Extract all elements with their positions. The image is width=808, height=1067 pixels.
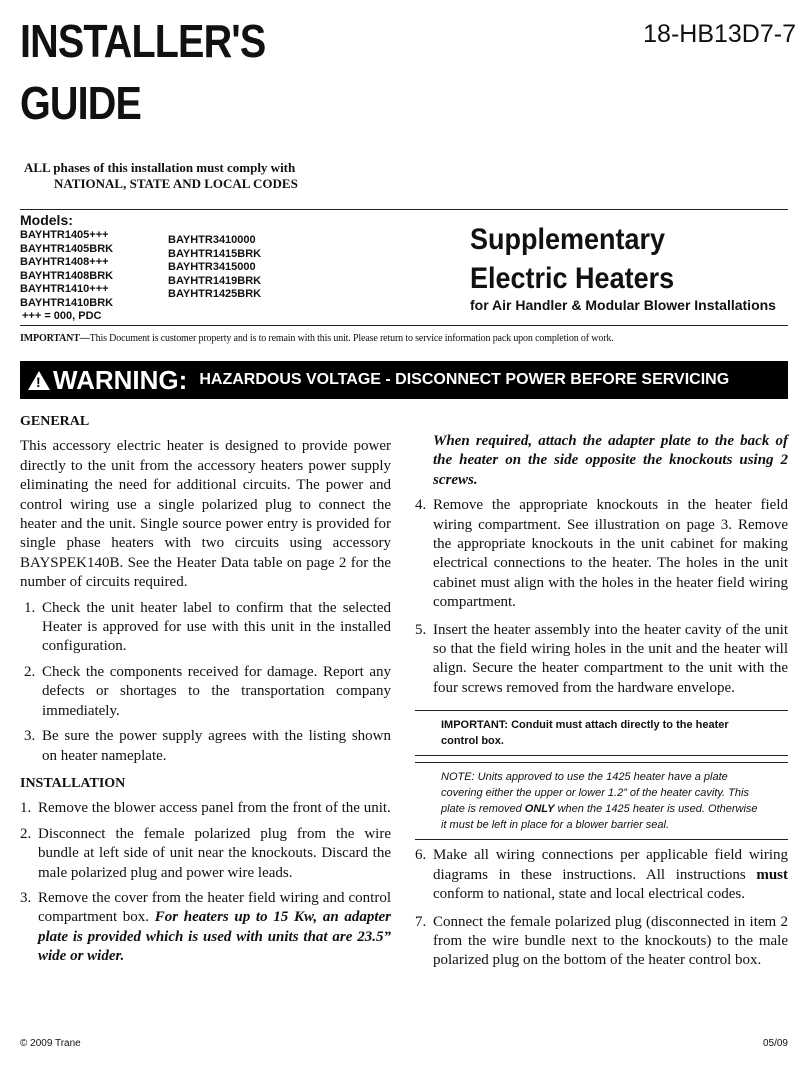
model-item: BAYHTR1410+++ [20,283,109,295]
item-number: 1. [24,599,36,616]
item-text [433,846,788,904]
model-legend: +++ = 000, PDC [22,310,102,322]
copyright: © 2009 Trane [20,1038,81,1049]
revision-date: 05/09 [762,1038,788,1049]
model-item: BAYHTR1408+++ [20,256,109,268]
item-text: Disconnect the female polarized plug from the wire bundle at left side of unit near the knockouts. Discard the male polarized plug and power wire leads. [38,825,391,881]
list-item [24,663,391,721]
list-item [415,913,788,971]
item-text: Remove the blower access panel from the front of the unit. [38,800,391,817]
model-item: BAYHTR1410BRK [20,296,114,309]
guide-title-line2: GUIDE [20,77,141,129]
item-text: Insert the heater assembly into the heater cavity of the unit so that the field wiring holes in the unit and the heater will align. Secure the heater compartment to the unit with the four screws removed from the hardware envelope. [433,621,788,696]
warning-text: HAZARDOUS VOLTAGE - DISCONNECT POWER BEFORE SERVICING [199,371,730,388]
guide-title-line1: INSTALLER'S [20,15,266,67]
item-text: Remove the appropriate knockouts in the heater field wiring compartment. See illustration on page 3. Remove the appropriate knockouts in the unit cabinet for making electrical connections to the heater. The holes in the unit cabinet must align with the holes in the heater field wiring compartment. [433,497,788,611]
note-text-post: when the 1425 heater is used. Otherwise it must be left in place for a blower barrier seal. [441,803,758,832]
product-subtitle: for Air Handler & Modular Blower Installations [470,297,776,313]
note-only: ONLY [524,803,555,816]
model-item: BAYHTR1425BRK [168,288,262,300]
list-item [415,621,788,699]
warning-banner [20,361,788,399]
item-number: 2. [24,663,36,680]
item-number: 2. [20,825,32,842]
list-item [24,599,391,657]
general-heading: GENERAL [20,414,90,429]
item-number: 6. [415,847,427,864]
list-item [415,496,788,612]
model-item: BAYHTR1419BRK [168,274,262,287]
item-number: 7. [415,913,427,930]
item3-text: Remove the cover from the heater field wiring and control compartment box. [38,889,391,926]
item6-post: conform to national, state and local electrical codes. [433,886,745,903]
divider-top [20,209,788,210]
item-text [38,889,391,967]
product-title [470,220,674,298]
item-number: 3. [24,728,36,745]
document-number: 18-HB13D7-7 [643,20,796,48]
list-item [415,846,788,904]
left-column [20,412,391,967]
important-text: This Document is customer property and is to remain with this unit. Please return to service information pack upon completion of work. [89,333,614,344]
item-number: 3. [20,889,32,906]
important-label: IMPORTANT— [20,333,90,344]
important-notice [20,333,614,344]
note-text-pre: NOTE: Units approved to use the 1425 heater have a plate covering either the upper or lower 1.2” of the heater cavity. This plate is removed [441,771,749,816]
item-number: 4. [415,497,427,514]
model-item: BAYHTR3410000 [168,234,256,246]
item-text: Check the unit heater label to confirm that the selected Heater is approved for use with this unit in the installed configuration. [42,599,391,655]
item6-pre: Make all wiring connections per applicable field wiring diagrams in these instructions. All instructions [433,847,788,883]
model-item: BAYHTR1408BRK [20,269,114,282]
models-column-2 [168,234,261,302]
heater-plate-note-box [415,762,788,840]
product-title-line2: Electric Heaters [470,262,675,295]
item-number: 1. [20,800,32,817]
item-text: Be sure the power supply agrees with the listing shown on heater nameplate. [42,728,391,764]
warning-word: WARNING: [53,364,188,395]
list-item [20,799,391,818]
product-title-line1: Supplementary [470,223,666,256]
list-item [20,889,391,967]
item-text: Check the components received for damage. Report any defects or shortages to the transportation company immediately. [42,663,391,719]
warning-triangle-icon [28,371,50,390]
models-label: Models: [20,212,73,228]
model-item: BAYHTR1405BRK [20,242,114,255]
item3-emphasis: For heaters up to 15 Kw, an adapter plate is provided which is used with units that are 23.5” wide or wider. [38,909,391,965]
adapter-note: When required, attach the adapter plate to the back of the heater on the side opposite the knockouts using 2 screws. [433,433,788,488]
models-column-1 [20,229,113,324]
divider-middle [20,325,788,326]
list-item [24,727,391,766]
right-column [415,432,788,971]
item6-must: must [756,866,789,883]
codes-notice [24,160,298,192]
conduit-note-box: IMPORTANT: Conduit must attach directly to the heater control box. [415,710,788,756]
model-item: BAYHTR1405+++ [20,229,109,241]
item-number: 5. [415,621,427,638]
item-text: Connect the female polarized plug (disconnected in item 2 from the wire bundle next to the knockouts) to the male polarized plug on the bottom of the heater control box. [433,913,788,969]
installation-heading: INSTALLATION [20,775,126,791]
model-item: BAYHTR3415000 [168,261,256,273]
codes-line1: ALL phases of this installation must comply with [24,160,296,175]
general-paragraph: This accessory electric heater is designed to provide power directly to the unit from the accessory heaters power supply eliminating the need for additional circuits. The power and control wiring use a single polarized plug to connect the heater and the unit. Single source power entry is provided for single phase heaters with two circuits using accessory BAYSPEK140B. See the Heater Data table on page 2 for the number of circuits required. [20,438,391,591]
codes-line2: NATIONAL, STATE AND LOCAL CODES [54,176,298,191]
model-item: BAYHTR1415BRK [168,247,262,260]
list-item [20,825,391,883]
